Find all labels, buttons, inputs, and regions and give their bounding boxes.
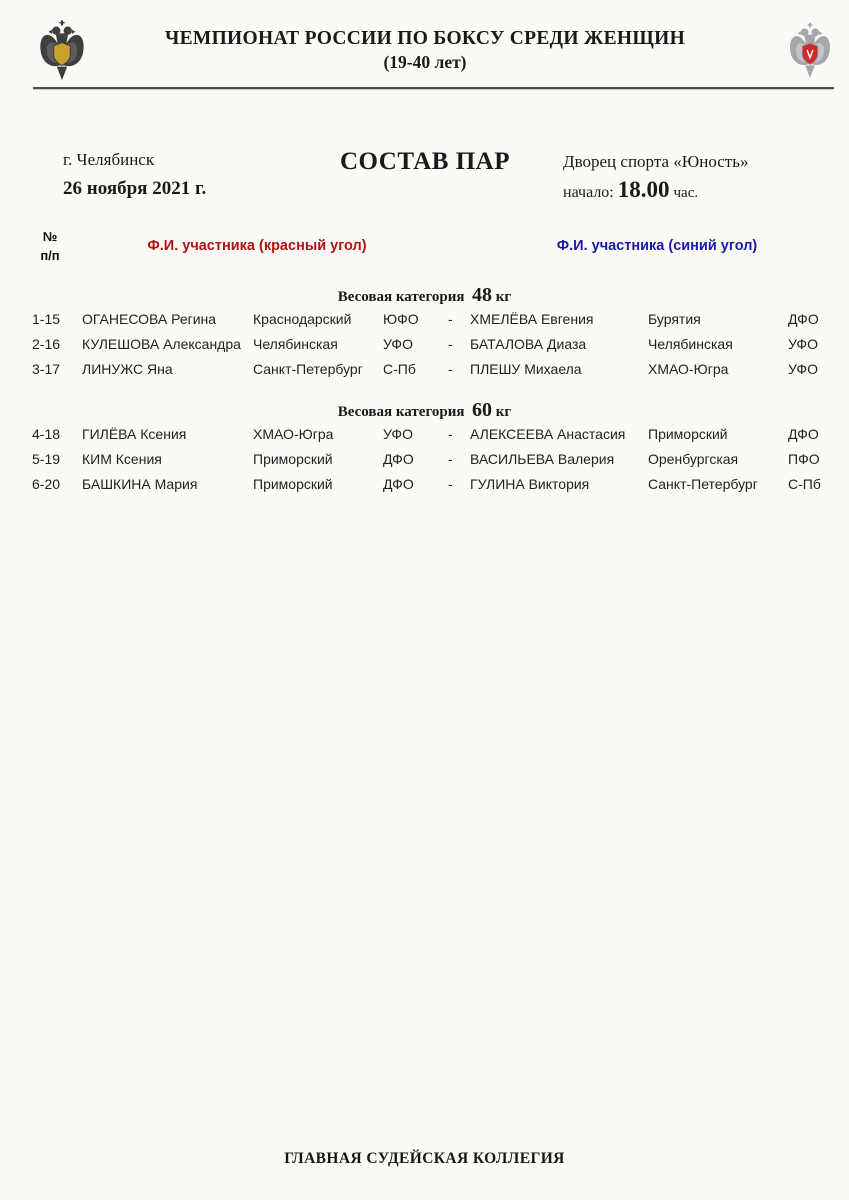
blue-boxer-region: Челябинская <box>648 335 733 352</box>
start-time-line <box>563 177 823 203</box>
category-weight: 60 <box>471 399 492 421</box>
boxing-federation-emblem-icon <box>786 20 834 82</box>
weight-category-48-heading <box>0 284 849 307</box>
red-boxer-name: ЛИНУЖС Яна <box>82 360 173 377</box>
blue-boxer-district: УФО <box>788 335 818 352</box>
start-suffix: час. <box>673 185 699 201</box>
venue-name: Дворец спорта «Юность» <box>563 152 749 171</box>
category-label: Весовая категория <box>337 404 465 420</box>
red-boxer-region: ХМАО-Югра <box>253 425 334 442</box>
category-label: Весовая категория <box>337 289 465 305</box>
category-unit: кг <box>495 289 512 305</box>
header-divider <box>33 87 834 90</box>
blue-boxer-district: УФО <box>788 360 818 377</box>
blue-boxer-name: БАТАЛОВА Диаза <box>470 335 587 352</box>
event-venue-time <box>563 152 823 203</box>
pairs-table-48kg <box>0 306 849 381</box>
blue-boxer-region: Оренбургская <box>648 450 739 467</box>
blue-boxer-name: ХМЕЛЁВА Евгения <box>470 310 594 327</box>
red-boxer-region: Краснодарский <box>253 310 352 327</box>
number-sign: № <box>42 229 58 244</box>
blue-boxer-name: ПЛЕШУ Михаела <box>470 360 582 377</box>
versus-dash: - <box>448 450 453 467</box>
pair-number: 4-18 <box>32 425 61 442</box>
red-boxer-name: ГИЛЁВА Ксения <box>82 425 187 442</box>
versus-dash: - <box>448 360 453 377</box>
weight-category-60-heading <box>0 399 849 422</box>
blue-boxer-region: Санкт-Петербург <box>648 475 758 492</box>
start-label: начало: <box>563 184 614 201</box>
versus-dash: - <box>448 310 453 327</box>
red-boxer-district: ДФО <box>383 450 414 467</box>
pair-number: 2-16 <box>32 335 61 352</box>
table-row <box>0 421 849 446</box>
versus-dash: - <box>448 475 453 492</box>
red-boxer-district: ДФО <box>383 475 414 492</box>
table-row <box>0 356 849 381</box>
red-boxer-region: Приморский <box>253 450 333 467</box>
chief-judges-panel-label: ГЛАВНАЯ СУДЕЙСКАЯ КОЛЛЕГИЯ <box>284 1150 565 1167</box>
red-boxer-region: Санкт-Петербург <box>253 360 363 377</box>
blue-boxer-region: Приморский <box>648 425 728 442</box>
red-boxer-district: УФО <box>383 335 413 352</box>
pair-number: 3-17 <box>32 360 61 377</box>
blue-corner-header: Ф.И. участника (синий угол) <box>556 238 758 254</box>
pair-number: 1-15 <box>32 310 61 327</box>
blue-boxer-district: ПФО <box>788 450 820 467</box>
red-boxer-region: Челябинская <box>253 335 338 352</box>
event-place-date <box>63 150 206 200</box>
blue-boxer-district: ДФО <box>788 310 819 327</box>
table-row <box>0 331 849 356</box>
pairs-table-60kg <box>0 421 849 496</box>
table-header <box>0 228 849 268</box>
pair-number: 5-19 <box>32 450 61 467</box>
blue-boxer-name: ГУЛИНА Виктория <box>470 475 590 492</box>
red-boxer-district: УФО <box>383 425 413 442</box>
red-corner-header: Ф.И. участника (красный угол) <box>147 238 367 254</box>
column-number-header <box>30 228 70 266</box>
red-boxer-district: ЮФО <box>383 310 419 327</box>
event-title-line1: ЧЕМПИОНАТ РОССИИ ПО БОКСУ СРЕДИ ЖЕНЩИН <box>164 28 686 49</box>
versus-dash: - <box>448 335 453 352</box>
blue-boxer-district: С-Пб <box>788 475 821 492</box>
event-date: 26 ноября 2021 г. <box>63 178 207 199</box>
blue-boxer-region: ХМАО-Югра <box>648 360 729 377</box>
red-boxer-name: БАШКИНА Мария <box>82 475 198 492</box>
blue-boxer-name: ВАСИЛЬЕВА Валерия <box>470 450 615 467</box>
table-row <box>0 446 849 471</box>
red-boxer-name: КУЛЕШОВА Александра <box>82 335 241 352</box>
table-row <box>0 306 849 331</box>
red-boxer-district: С-Пб <box>383 360 416 377</box>
number-sub: п/п <box>40 247 60 263</box>
sport-ministry-emblem-icon <box>36 18 88 84</box>
table-row <box>0 471 849 496</box>
red-boxer-region: Приморский <box>253 475 333 492</box>
red-boxer-name: ОГАНЕСОВА Регина <box>82 310 217 327</box>
event-title-line2: (19-40 лет) <box>383 52 467 73</box>
blue-boxer-district: ДФО <box>788 425 819 442</box>
blue-boxer-region: Бурятия <box>648 310 701 327</box>
category-unit: кг <box>495 404 512 420</box>
document-title: СОСТАВ ПАР <box>339 148 511 175</box>
pair-number: 6-20 <box>32 475 61 492</box>
event-city: г. Челябинск <box>63 150 155 169</box>
start-time: 18.00 <box>617 177 670 202</box>
blue-boxer-name: АЛЕКСЕЕВА Анастасия <box>470 425 626 442</box>
category-weight: 48 <box>471 284 492 306</box>
red-boxer-name: КИМ Ксения <box>82 450 162 467</box>
versus-dash: - <box>448 425 453 442</box>
event-title <box>100 27 750 73</box>
